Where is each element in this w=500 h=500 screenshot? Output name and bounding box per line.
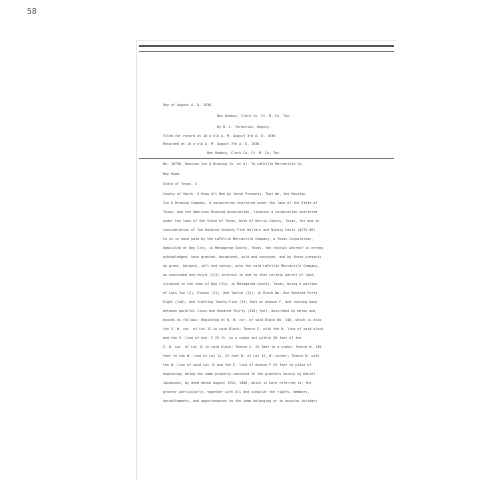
- body-line-4: County of Smith. X Know All Men by these Presents, That We, the Houston: [163, 192, 306, 196]
- body-line-9: to us in hand paid by the LaFollie Mercantile Company, a Texas Corporation,: [163, 237, 314, 241]
- body-line-6: Texas, and the American Brewing Association, likewise a corporation chartered: [163, 210, 318, 214]
- body-line-14: situated in the town of Bay City, in Matagorda County, Texas, being a portion: [163, 282, 318, 286]
- body-line-23: the W. line of said Lot 12 and the E. line of Avenue F 25 feet to place of: [163, 363, 312, 367]
- body-line-21: S. W. cor. of Lot 12 in said block; Thence S. 25 feet to a stake; Thence W. 130: [163, 345, 322, 349]
- body-line-2: Bay Road.: [163, 172, 182, 176]
- body-line-15: of Lots Two (2), Eleven (11), and Twelve (12), in Block No. One Hundred Forty: [163, 291, 318, 295]
- body-line-18: bounds as follows: Beginning at N. W. cor. of said Block No. 148, which is also: [163, 318, 322, 322]
- body-line-20: and the S. line of Ave. F 25 ft. to a stake set within 50 feet of the: [163, 336, 302, 340]
- header-line-4: Filed for record at 10 o'clk A. M. August 3rd A. D. 1936.: [163, 134, 278, 138]
- body-line-7: under the laws of the State of Texas, both of Harris County, Texas, for and in: [163, 219, 320, 223]
- header-line-6: Ben Huebis, Clerk Co. Ct. M. Co. Tex: [207, 151, 280, 155]
- body-line-11: acknowledged, have granted, bargained, sold and conveyed, and by these presents: [163, 255, 322, 259]
- body-line-17: between parallel lines One Hundred Thirty (130) feet, described by metes and: [163, 309, 316, 313]
- body-line-26: grantor particularly, together with all and singular the rights, members,: [163, 390, 310, 394]
- body-line-24: beginning; being the same property conveyed to the grantors herein by Daniel: [163, 372, 316, 376]
- body-line-8: consideration of Two Hundred Seventy Five Dollars and Ninety Cents ($275.90): [163, 228, 316, 232]
- body-line-13: an undivided one-third (1/3) interest in and to that certain parcel of land,: [163, 273, 316, 277]
- document-page: [136, 40, 396, 480]
- header-line-5: Recorded at 10 o'clk A. M. August 7th A. D. 1936.: [163, 142, 262, 146]
- page-number: 58: [27, 7, 37, 16]
- body-line-25: Jacobsohn, by deed dated August 13th, 1908, which is here referred to; the: [163, 381, 312, 385]
- body-line-22: feet to the W. line of Lot 12, 25 feet N. of Lot 12, W. corner; Thence N. with: [163, 354, 320, 358]
- section-rule: [139, 158, 394, 159]
- body-line-19: the S. W. cor. of Lot 12 in said Block; Thence E. with the N. line of said block: [163, 327, 324, 331]
- body-line-10: domiciled at Bay City, in Matagorda County, Texas, the receipt whereof is hereby: [163, 246, 324, 250]
- body-line-16: Eight (148), and fronting Twenty-Five (25) feet on Avenue F, and running back: [163, 300, 318, 304]
- body-line-1: No. 16758. Houston Ice & Brewing Co. et al. To LaFollie Mercantile Co.: [163, 162, 304, 166]
- header-line-1: Day of August A. D. 1936.: [163, 103, 214, 107]
- body-line-27: hereditaments, and appurtenances to the same belonging or in anywise incident: [163, 399, 318, 403]
- body-line-3: State of Texas. X: [163, 182, 198, 186]
- body-line-5: Ice & Brewing Company, a corporation chartered under the laws of the State of: [163, 201, 318, 205]
- header-line-3: By H. L. Terbutius, Deputy.: [217, 125, 272, 129]
- header-line-2: Ben Huebis, Clerk Co. Ct. M. Co. Tex.: [217, 114, 292, 118]
- body-line-12: do grant, bargain, sell and convey, unto the said LaFollie Mercantile Company,: [163, 264, 320, 268]
- top-double-rule: [139, 45, 394, 52]
